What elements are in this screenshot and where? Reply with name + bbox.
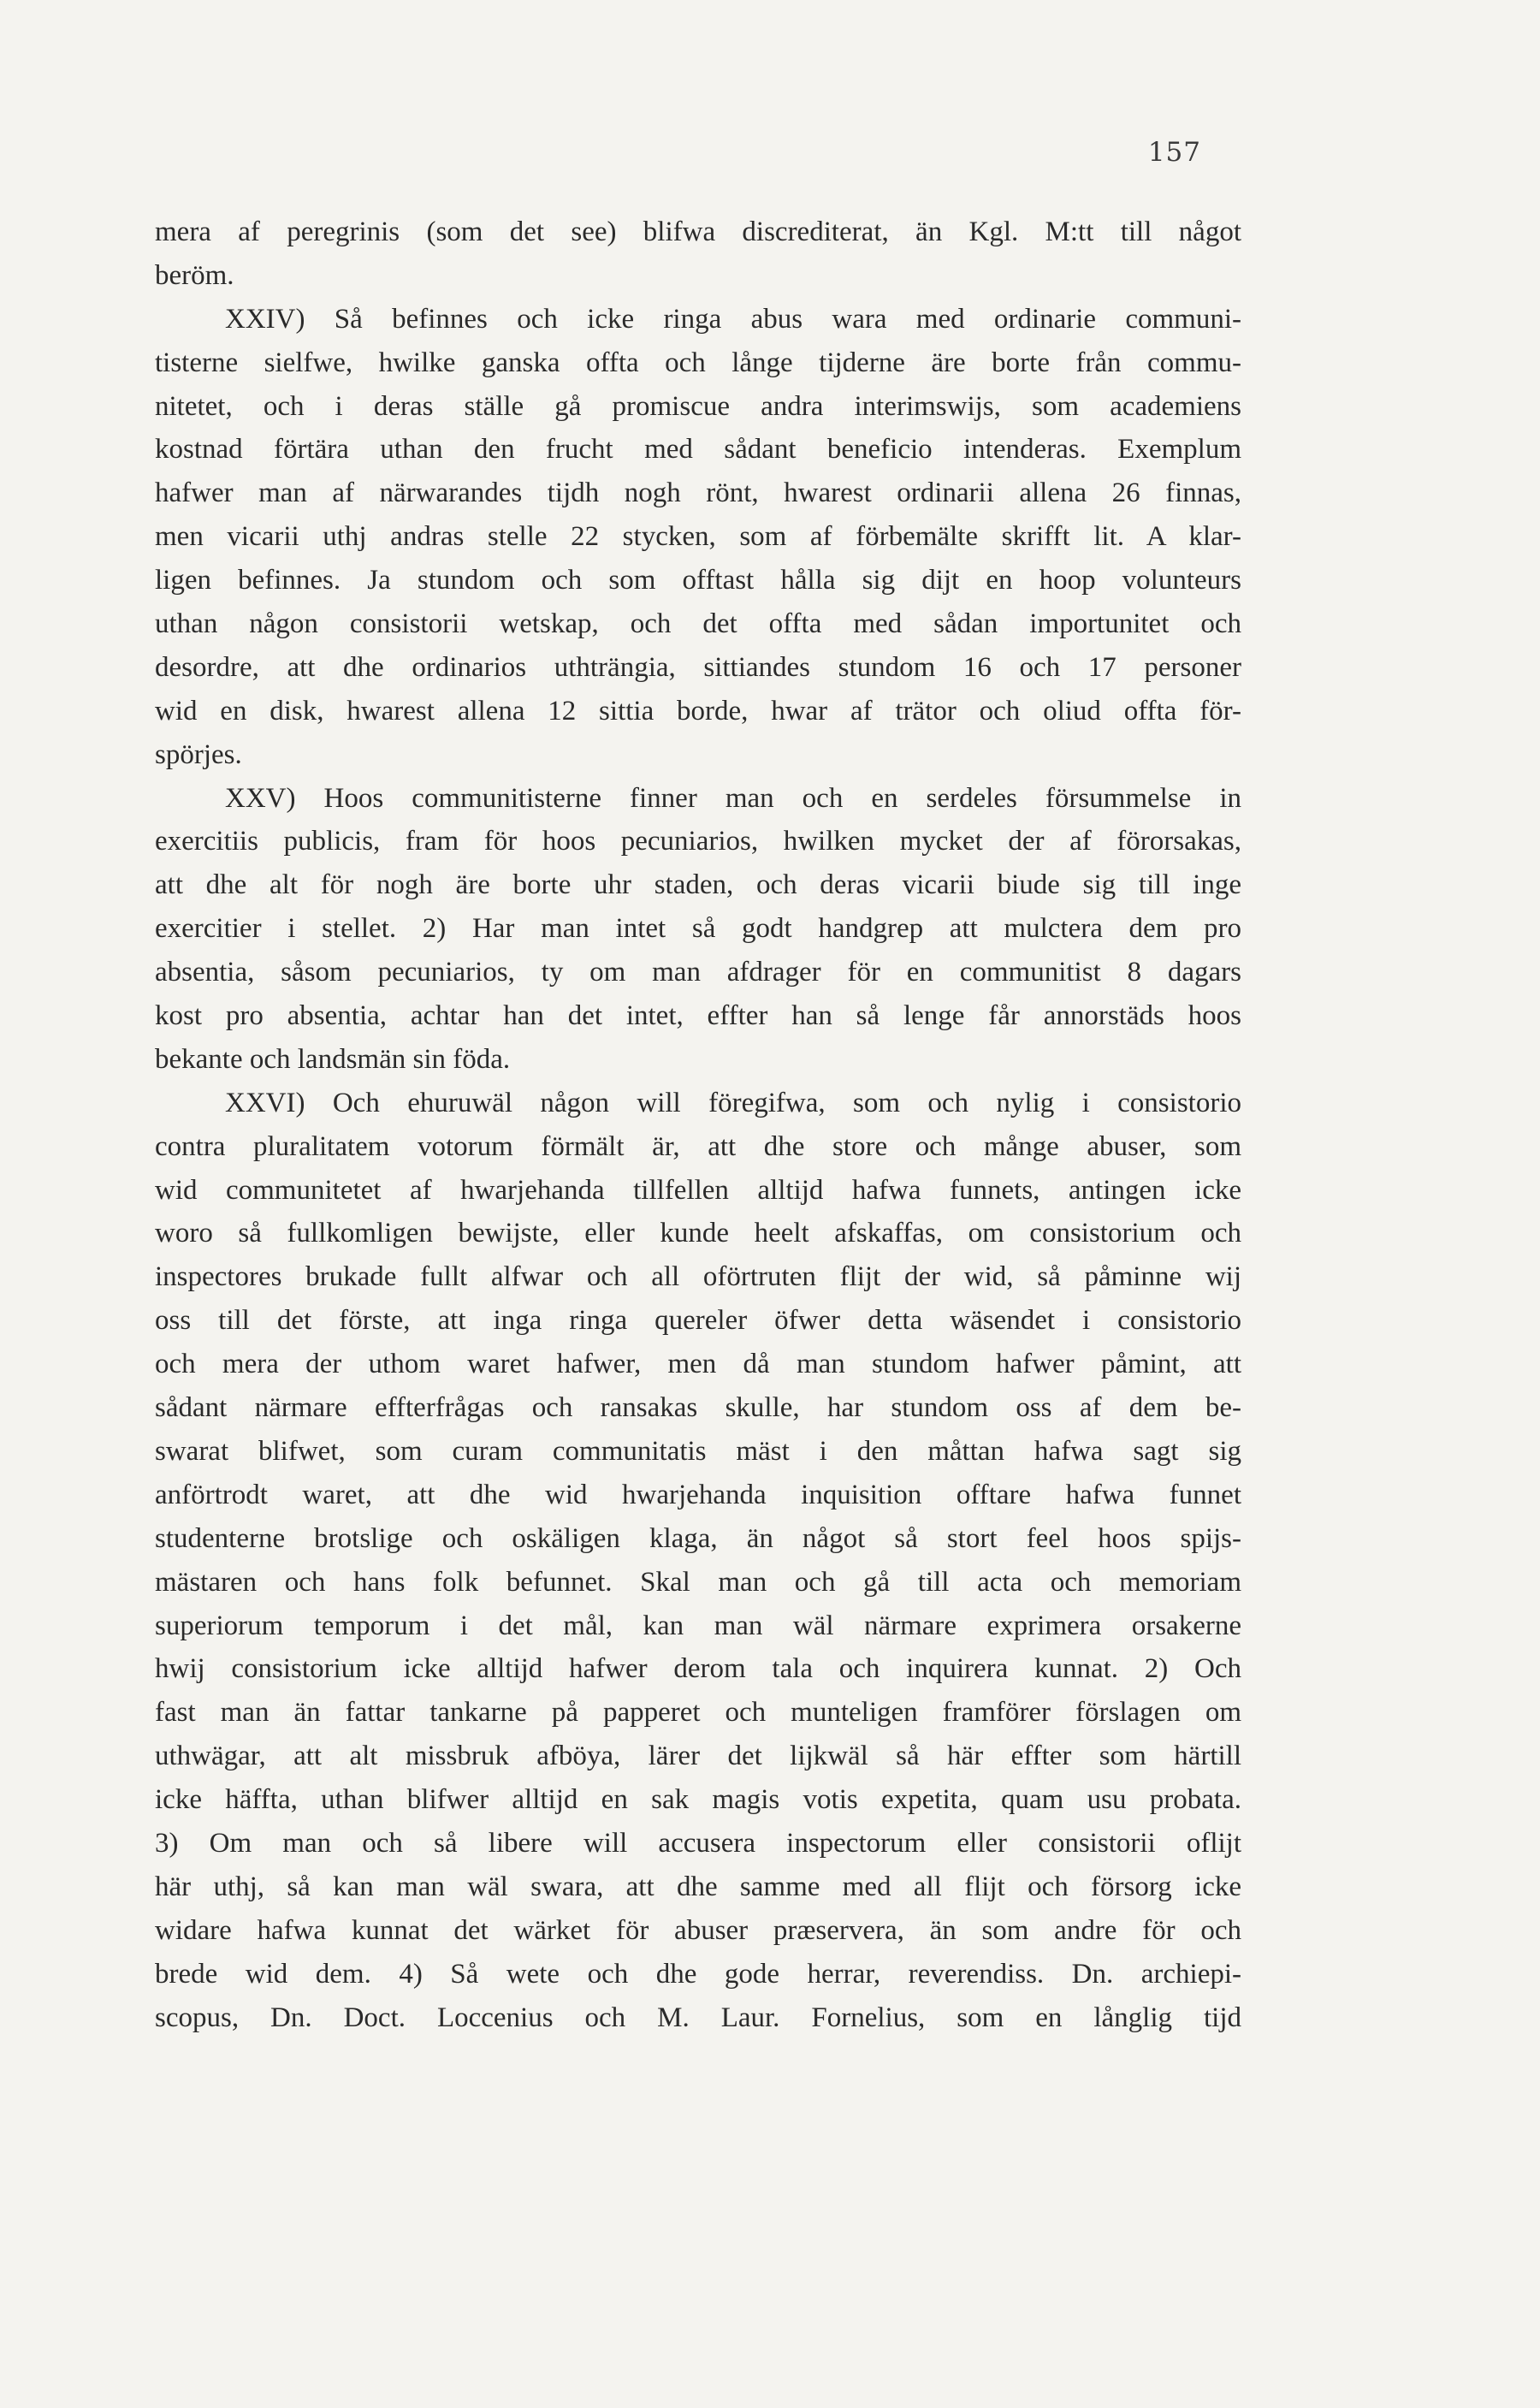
text-line: widare hafwa kunnat det wärket för abuser præservera, än som andre för och bbox=[155, 1914, 1241, 1946]
page-number: 157 bbox=[1147, 137, 1201, 168]
text-line: fast man än fattar tankarne på papperet och munteligen framförer förslagen om bbox=[155, 1697, 1241, 1729]
text-line: kost pro absentia, achtar han det intet, effter han så lenge får annorstäds hoos bbox=[155, 1000, 1241, 1032]
body-text bbox=[155, 211, 1241, 2039]
text-line: scopus, Dn. Doct. Loccenius och M. Laur. Fornelius, som en långlig tijd bbox=[155, 2002, 1241, 2033]
text-line: XXVI) Och ehuruwäl någon will föregifwa, som och nylig i consistorio bbox=[225, 1087, 1241, 1118]
text-line: oss till det förste, att inga ringa quereler öfwer detta wäsendet i consistorio bbox=[155, 1305, 1241, 1337]
text-line: XXIV) Så befinnes och icke ringa abus wara med ordinarie communi- bbox=[225, 303, 1241, 335]
text-line: hwij consistorium icke alltijd hafwer derom tala och inquirera kunnat. 2) Och bbox=[155, 1653, 1241, 1685]
text-line: icke häffta, uthan blifwer alltijd en sak magis votis expetita, quam usu probata. bbox=[155, 1784, 1241, 1816]
text-line: nitetet, och i deras ställe gå promiscue andra interimswijs, som academiens bbox=[155, 390, 1241, 422]
text-line: uthan någon consistorii wetskap, och det offta med sådan importunitet och bbox=[155, 608, 1241, 640]
text-line: här uthj, så kan man wäl swara, att dhe samme med all flijt och försorg icke bbox=[155, 1871, 1241, 1902]
text-line: swarat blifwet, som curam communitatis mäst i den måttan hafwa sagt sig bbox=[155, 1435, 1241, 1467]
text-line: uthwägar, att alt missbruk afböya, lärer det lijkwäl så här effter som härtill bbox=[155, 1741, 1241, 1772]
text-line: anförtrodt waret, att dhe wid hwarjehanda inquisition offtare hafwa funnet bbox=[155, 1479, 1241, 1510]
text-line: men vicarii uthj andras stelle 22 stycken, som af förbemälte skrifft lit. A klar- bbox=[155, 521, 1241, 553]
text-line: woro så fullkomligen bewijste, eller kunde heelt afskaffas, om consistorium och bbox=[155, 1218, 1241, 1249]
text-line: och mera der uthom waret hafwer, men då man stundom hafwer påmint, att bbox=[155, 1349, 1241, 1380]
text-line: mästaren och hans folk befunnet. Skal man och gå till acta och memoriam bbox=[155, 1566, 1241, 1598]
text-line: inspectores brukade fullt alfwar och all oförtruten flijt der wid, så påminne wij bbox=[155, 1261, 1241, 1293]
text-line: wid en disk, hwarest allena 12 sittia borde, hwar af trätor och oliud offta för- bbox=[155, 695, 1241, 727]
text-line: tisterne sielfwe, hwilke ganska offta och långe tijderne äre borte från commu- bbox=[155, 347, 1241, 378]
text-line: exercitier i stellet. 2) Har man intet så godt handgrep att mulctera dem pro bbox=[155, 913, 1241, 945]
text-line: spörjes. bbox=[155, 738, 242, 770]
text-line: mera af peregrinis (som det see) blifwa discrediterat, än Kgl. M:tt till något bbox=[155, 216, 1241, 247]
text-line: wid communitetet af hwarjehanda tillfellen alltijd hafwa funnets, antingen icke bbox=[155, 1174, 1241, 1206]
text-line: absentia, såsom pecuniarios, ty om man afdrager för en communitist 8 dagars bbox=[155, 957, 1241, 988]
text-line: sådant närmare effterfrågas och ransakas skulle, har stundom oss af dem be- bbox=[155, 1392, 1241, 1424]
text-line: exercitiis publicis, fram för hoos pecuniarios, hwilken mycket der af förorsakas, bbox=[155, 826, 1241, 857]
text-line: ligen befinnes. Ja stundom och som offtast hålla sig dijt en hoop volunteurs bbox=[155, 565, 1241, 596]
text-line: contra pluralitatem votorum förmält är, att dhe store och månge abuser, som bbox=[155, 1130, 1241, 1162]
text-line: desordre, att dhe ordinarios uthträngia, sittiandes stundom 16 och 17 personer bbox=[155, 651, 1241, 683]
text-line: kostnad förtära uthan den frucht med sådant beneficio intenderas. Exemplum bbox=[155, 434, 1241, 466]
text-line: beröm. bbox=[155, 259, 234, 291]
text-line: att dhe alt för nogh äre borte uhr staden, och deras vicarii biude sig till inge bbox=[155, 869, 1241, 901]
text-line: studenterne brotslige och oskäligen klaga, än något så stort feel hoos spijs- bbox=[155, 1522, 1241, 1554]
text-line: hafwer man af närwarandes tijdh nogh rönt, hwarest ordinarii allena 26 finnas, bbox=[155, 477, 1241, 509]
text-line: superiorum temporum i det mål, kan man wäl närmare exprimera orsakerne bbox=[155, 1610, 1241, 1641]
text-line: bekante och landsmän sin föda. bbox=[155, 1043, 511, 1075]
text-line: brede wid dem. 4) Så wete och dhe gode herrar, reverendiss. Dn. archiepi- bbox=[155, 1958, 1241, 1990]
text-line: 3) Om man och så libere will accusera inspectorum eller consistorii oflijt bbox=[155, 1827, 1241, 1859]
text-line: XXV) Hoos communitisterne finner man och en serdeles försummelse in bbox=[225, 782, 1241, 814]
